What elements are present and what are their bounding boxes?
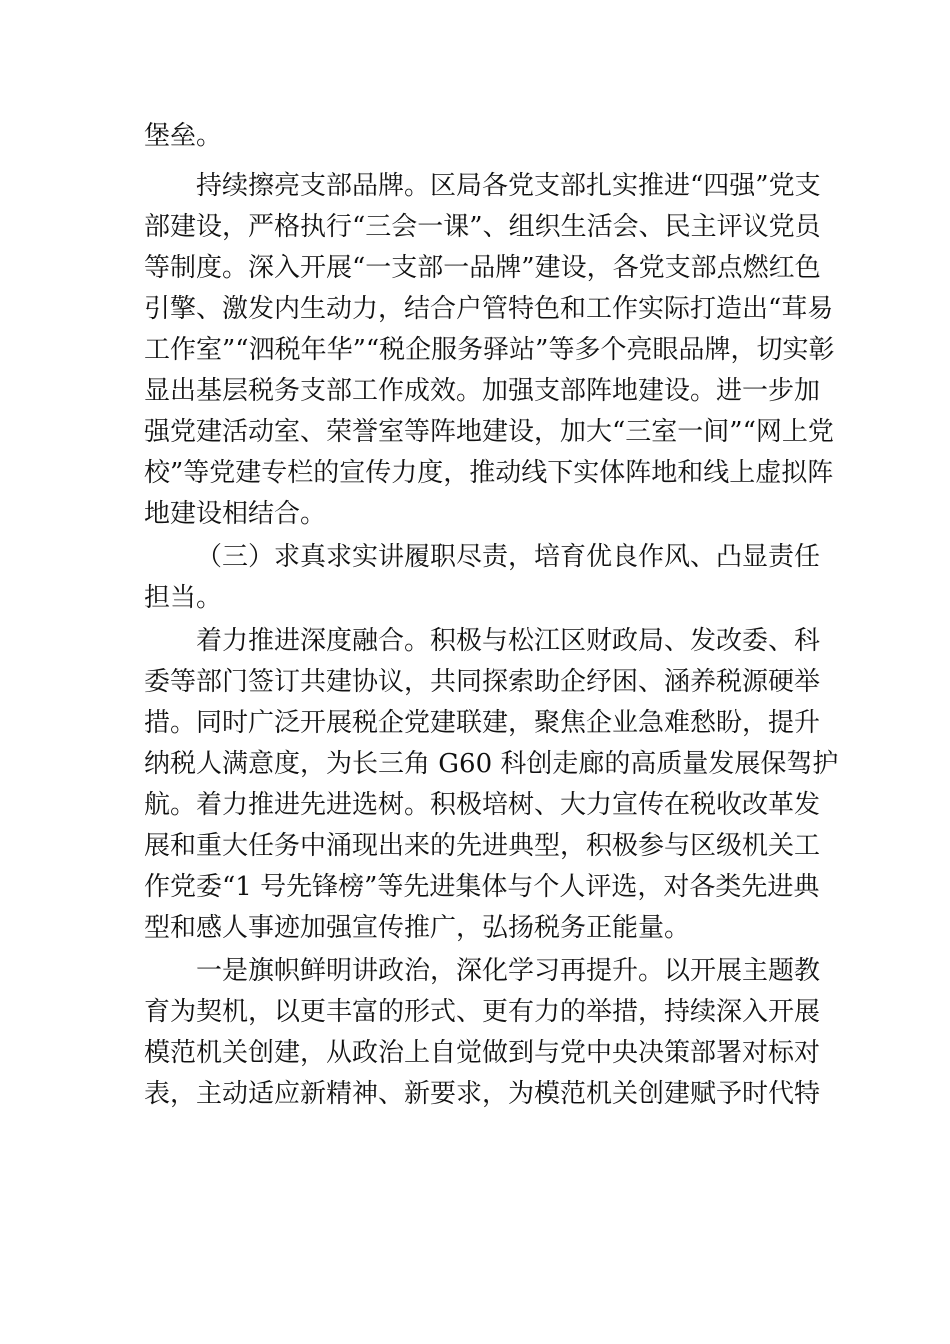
- text-line-16: 纳税人满意度，为长三角 G60 科创走廊的高质量发展保驾护: [144, 749, 839, 779]
- text-line-13: 着力推进深度融合。积极与松江区财政局、发改委、科: [196, 626, 821, 656]
- section-heading-line-1: （三）求真求实讲履职尽责，培育优良作风、凸显责任: [196, 542, 821, 572]
- text-line-8: 强党建活动室、荣誉室等阵地建设，加大“三室一间”“网上党: [144, 417, 834, 447]
- text-line-5: 引擎、激发内生动力，结合户管特色和工作实际打造出“茸易: [144, 294, 834, 324]
- text-line-6: 工作室”“泗税年华”“税企服务驿站”等多个亮眼品牌，切实彰: [144, 335, 835, 365]
- text-line-22: 育为契机，以更丰富的形式、更有力的举措，持续深入开展: [144, 997, 821, 1027]
- text-line-21: 一是旗帜鲜明讲政治，深化学习再提升。以开展主题教: [196, 956, 821, 986]
- text-line-4: 等制度。深入开展“一支部一品牌”建设，各党支部点燃红色: [144, 253, 821, 283]
- text-line-10: 地建设相结合。: [144, 499, 327, 529]
- text-line-9: 校”等党建专栏的宣传力度，推动线下实体阵地和线上虚拟阵: [144, 458, 834, 488]
- text-line-7: 显出基层税务支部工作成效。加强支部阵地建设。进一步加: [144, 376, 821, 406]
- text-line-19: 作党委“1 号先锋榜”等先进集体与个人评选，对各类先进典: [144, 872, 820, 902]
- text-line-2: 持续擦亮支部品牌。区局各党支部扎实推进“四强”党支: [196, 171, 821, 201]
- text-line-20: 型和感人事迹加强宣传推广，弘扬税务正能量。: [144, 913, 691, 943]
- text-line-17: 航。着力推进先进选树。积极培树、大力宣传在税收改革发: [144, 790, 821, 820]
- text-line-14: 委等部门签订共建协议，共同探索助企纾困、涵养税源硬举: [144, 667, 821, 697]
- section-heading-line-2: 担当。: [144, 583, 223, 613]
- text-line-24: 表，主动适应新精神、新要求，为模范机关创建赋予时代特: [144, 1079, 821, 1109]
- text-line-18: 展和重大任务中涌现出来的先进典型，积极参与区级机关工: [144, 831, 821, 861]
- text-line-3: 部建设，严格执行“三会一课”、组织生活会、民主评议党员: [144, 212, 821, 242]
- text-line-1: 堡垒。: [144, 121, 223, 151]
- text-line-15: 措。同时广泛开展税企党建联建，聚焦企业急难愁盼，提升: [144, 708, 821, 738]
- text-line-23: 模范机关创建，从政治上自觉做到与党中央决策部署对标对: [144, 1038, 821, 1068]
